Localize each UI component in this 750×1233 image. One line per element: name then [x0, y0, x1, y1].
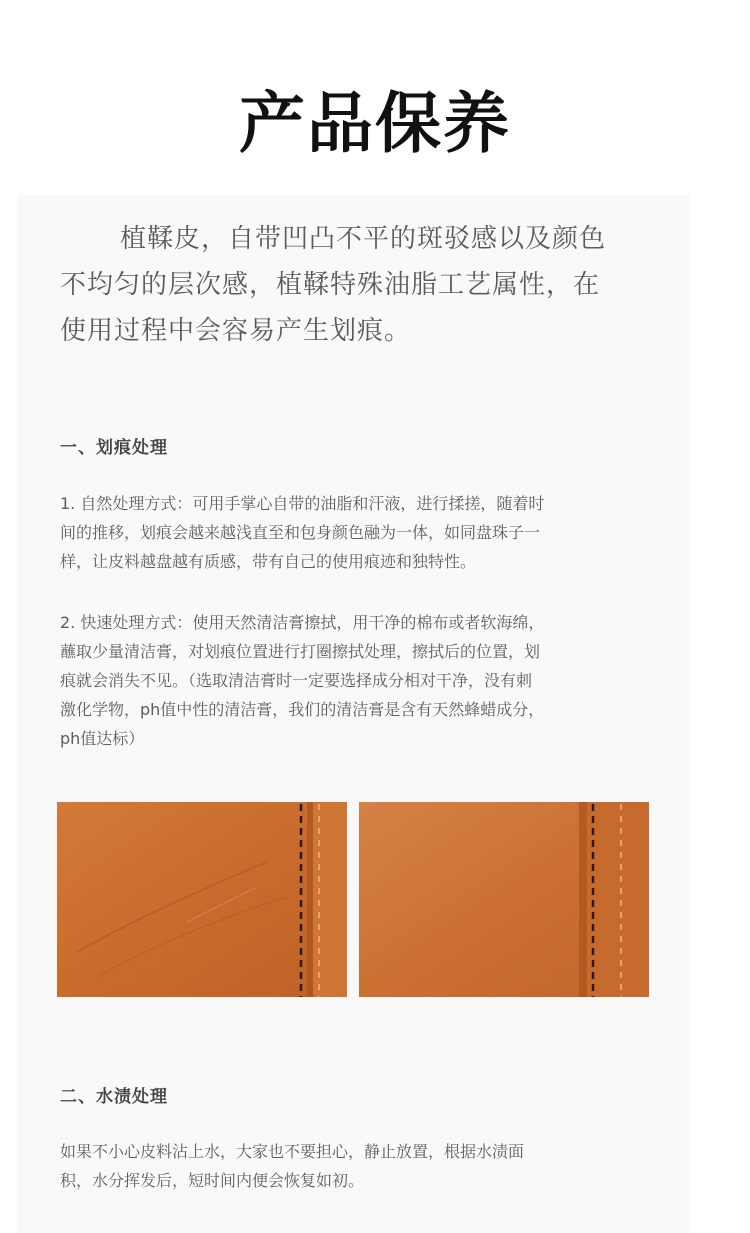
section-heading-scratch: 一、划痕处理 — [60, 438, 168, 458]
paragraph-line: ph值达标） — [60, 729, 145, 748]
paragraph-line: 积，水分挥发后，短时间内便会恢复如初。 — [60, 1171, 365, 1190]
paragraph-line: 如果不小心皮料沾上水，大家也不要担心，静止放置，根据水渍面 — [60, 1142, 525, 1161]
paragraph-natural-treatment — [60, 489, 660, 576]
paragraph-line: 间的推移，划痕会越来越浅直至和包身颜色融为一体，如同盘珠子一 — [60, 523, 541, 542]
intro-line: 使用过程中会容易产生划痕。 — [60, 316, 412, 346]
intro-line: 不均匀的层次感，植鞣特殊油脂工艺属性，在 — [60, 270, 601, 300]
paragraph-line: 蘸取少量清洁膏，对划痕位置进行打圈擦拭处理，擦拭后的位置，划 — [60, 642, 541, 661]
paragraph-quick-treatment — [60, 608, 660, 753]
intro-line: 植鞣皮，自带凹凸不平的斑驳感以及颜色 — [120, 224, 607, 254]
paragraph-line: 痕就会消失不见。（选取清洁膏时一定要选择成分相对干净，没有刺 — [60, 671, 533, 690]
paragraph-line: 样，让皮料越盘越有质感，带有自己的使用痕迹和独特性。 — [60, 552, 477, 571]
leather-before-image — [57, 802, 347, 997]
intro-text — [60, 216, 660, 354]
leather-after-image — [359, 802, 649, 997]
paragraph-line: 1. 自然处理方式：可用手掌心自带的油脂和汗液，进行揉搓，随着时 — [60, 494, 545, 513]
page-title: 产品保养 — [239, 85, 511, 162]
paragraph-line: 激化学物，ph值中性的清洁膏，我们的清洁膏是含有天然蜂蜡成分， — [60, 700, 545, 719]
paragraph-water-treatment — [60, 1137, 660, 1195]
section-heading-water: 二、水渍处理 — [60, 1087, 168, 1107]
paragraph-line: 2. 快速处理方式：使用天然清洁膏擦拭，用干净的棉布或者软海绵， — [60, 613, 545, 632]
